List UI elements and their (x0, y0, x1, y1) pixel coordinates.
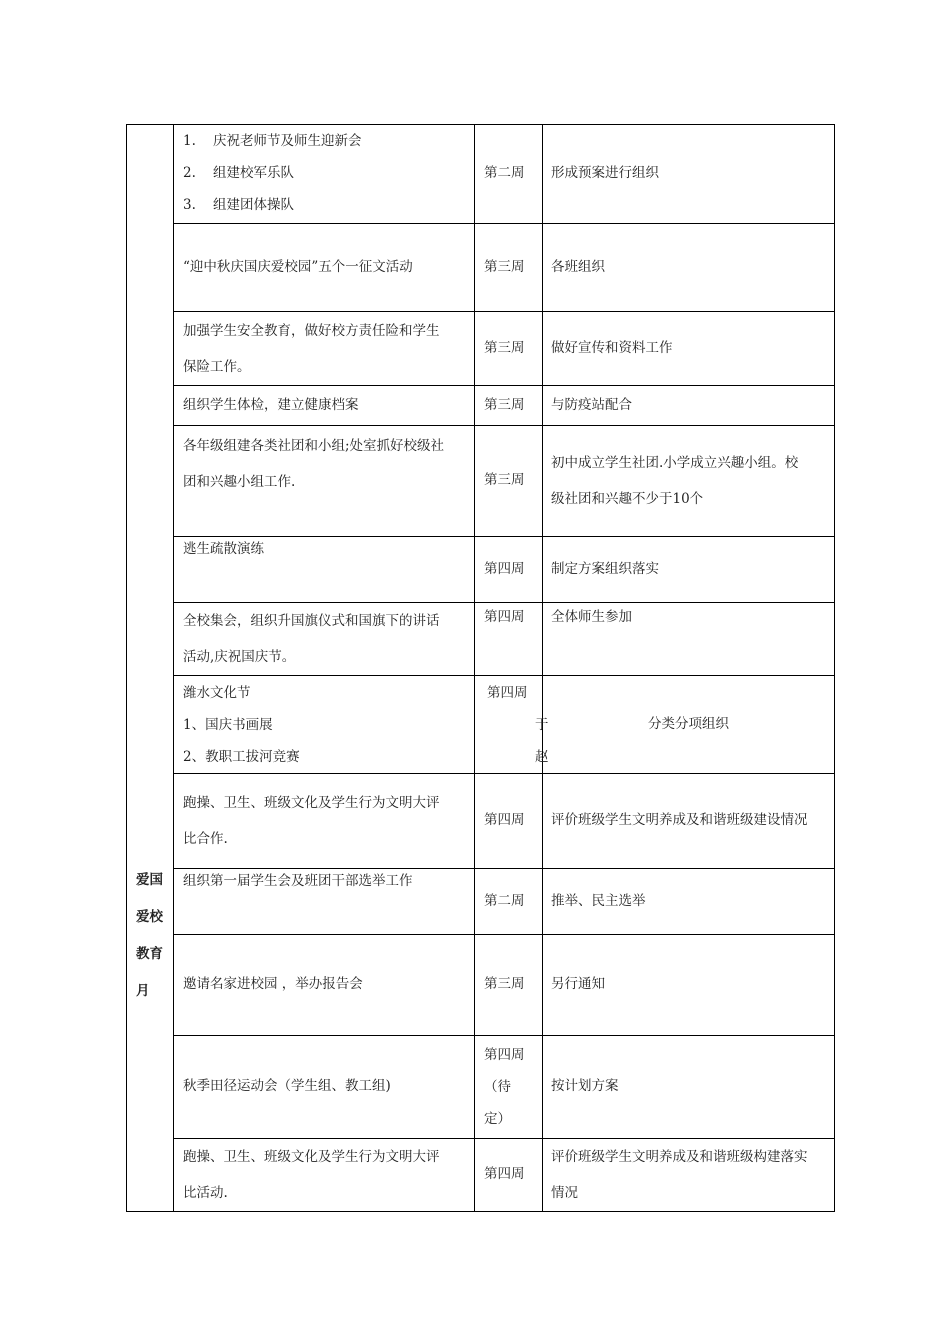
week-cell (475, 676, 549, 774)
activity-line: 潍水文化节 (183, 684, 251, 701)
week-text: 第二周 (484, 165, 525, 182)
remark-line: 初中成立学生社团.小学成立兴趣小组。校 (551, 455, 799, 471)
remark-text: 做好宣传和资料工作 (551, 339, 673, 356)
remark-cell (543, 1139, 835, 1212)
remark-cell (543, 869, 835, 935)
activity-line: 秋季田径运动会（学生组、教工组) (183, 1078, 391, 1095)
remark-text: 推举、民主选举 (551, 892, 646, 909)
remark-cell (543, 935, 835, 1036)
week-cell (475, 386, 543, 426)
remark-line: 评价班级学生文明养成及和谐班级构建落实 (551, 1149, 808, 1165)
activity-line: 比合作. (183, 831, 228, 847)
table-row (127, 774, 835, 869)
week-text: 第三周 (484, 472, 525, 489)
remark-cell (543, 603, 835, 676)
activity-line: 组织第一届学生会及班团干部选举工作 (183, 873, 413, 889)
category-line: 爱国 (136, 872, 163, 888)
activity-line: 加强学生安全教育，做好校方责任险和学生 (183, 322, 440, 339)
week-text: 第三周 (484, 258, 525, 275)
activity-cell (174, 426, 475, 537)
activity-cell (174, 224, 475, 312)
activity-line: 全校集会，组织升国旗仪式和国旗下的讲话 (183, 613, 440, 629)
week-text: 第三周 (484, 976, 525, 993)
week-text: 第三周 (484, 339, 525, 356)
remark-text: 与防疫站配合 (551, 396, 632, 413)
activity-cell (174, 869, 475, 935)
week-cell (475, 935, 543, 1036)
table-row (127, 312, 835, 386)
week-text: 第四周 (484, 1047, 525, 1063)
activity-cell (174, 125, 475, 224)
week-text: 于 (535, 716, 549, 733)
week-text: 第四周 (484, 812, 525, 829)
activity-line: 保险工作。 (183, 358, 251, 375)
remark-text: 各班组织 (551, 258, 605, 275)
week-text: 赵 (535, 748, 549, 765)
remark-text: 评价班级学生文明养成及和谐班级建设情况 (551, 812, 808, 829)
week-cell (475, 1139, 543, 1212)
activity-line: 邀请名家进校园 ，举办报告会 (183, 976, 363, 993)
week-text: （待 (484, 1079, 511, 1095)
remark-cell (543, 537, 835, 603)
table-row (127, 603, 835, 676)
week-cell (475, 869, 543, 935)
table-row (127, 224, 835, 312)
remark-text: 按计划方案 (551, 1078, 619, 1095)
activity-cell (174, 1139, 475, 1212)
remark-cell (543, 774, 835, 869)
table-row (127, 537, 835, 603)
remark-text: 另行通知 (551, 976, 605, 993)
remark-text: 形成预案进行组织 (551, 165, 659, 182)
table-row (127, 125, 835, 224)
activity-line: 团和兴趣小组工作. (183, 474, 296, 490)
week-text: 第四周 (484, 1166, 525, 1183)
category-line: 月 (136, 983, 150, 999)
activity-line: 活动,庆祝国庆节。 (183, 649, 296, 665)
week-text: 第四周 (487, 684, 528, 701)
week-cell (475, 537, 543, 603)
week-text: 第四周 (484, 609, 525, 625)
week-text: 第二周 (484, 892, 525, 909)
remark-cell (543, 125, 835, 224)
week-text: 第三周 (484, 396, 525, 413)
remark-text: 全体师生参加 (551, 609, 632, 625)
activity-line: 比活动. (183, 1185, 228, 1201)
activity-cell (174, 935, 475, 1036)
activity-line: 跑操、卫生、班级文化及学生行为文明大评 (183, 1149, 440, 1165)
category-cell (127, 125, 174, 1212)
activity-cell (174, 676, 475, 774)
week-cell (475, 426, 543, 537)
week-cell (475, 125, 543, 224)
remark-text: 制定方案组织落实 (551, 560, 659, 577)
activity-cell (174, 1036, 475, 1139)
remark-cell (543, 676, 835, 774)
activity-line: 3. 组建团体操队 (183, 197, 295, 213)
table-row (127, 1139, 835, 1212)
week-text: 第四周 (484, 560, 525, 577)
activity-plan-table (126, 124, 835, 1212)
week-cell (475, 224, 543, 312)
activity-line: 1. 庆祝老师节及师生迎新会 (183, 133, 362, 149)
activity-line: 跑操、卫生、班级文化及学生行为文明大评 (183, 795, 440, 811)
remark-cell (543, 426, 835, 537)
category-line: 爱校 (136, 909, 163, 925)
activity-line: 1、国庆书画展 (183, 716, 273, 733)
category-line: 教育 (136, 946, 163, 962)
activity-line: 2、教职工拔河竞赛 (183, 748, 300, 765)
table-row (127, 1036, 835, 1139)
activity-line: 组织学生体检，建立健康档案 (183, 396, 359, 413)
activity-cell (174, 774, 475, 869)
table-row (127, 426, 835, 537)
remark-cell (543, 312, 835, 386)
table-row (127, 935, 835, 1036)
activity-cell (174, 312, 475, 386)
week-cell (475, 774, 543, 869)
remark-text: 分类分项组织 (648, 715, 729, 732)
activity-line: 逃生疏散演练 (183, 541, 264, 557)
week-cell (475, 312, 543, 386)
table-row (127, 386, 835, 426)
remark-cell (543, 224, 835, 312)
remark-line: 级社团和兴趣不少于10个 (551, 491, 704, 507)
week-text: 定） (484, 1111, 511, 1127)
week-cell (475, 603, 543, 676)
activity-line: 各年级组建各类社团和小组;处室抓好校级社 (183, 438, 445, 454)
remark-line: 情况 (551, 1185, 578, 1201)
remark-cell (543, 386, 835, 426)
activity-line: “迎中秋庆国庆爱校园”五个一征文活动 (183, 258, 413, 275)
week-cell (475, 1036, 543, 1139)
activity-cell (174, 603, 475, 676)
activity-cell (174, 537, 475, 603)
table-row (127, 676, 835, 774)
activity-cell (174, 386, 475, 426)
remark-cell (543, 1036, 835, 1139)
table-row (127, 869, 835, 935)
activity-line: 2. 组建校军乐队 (183, 165, 295, 181)
